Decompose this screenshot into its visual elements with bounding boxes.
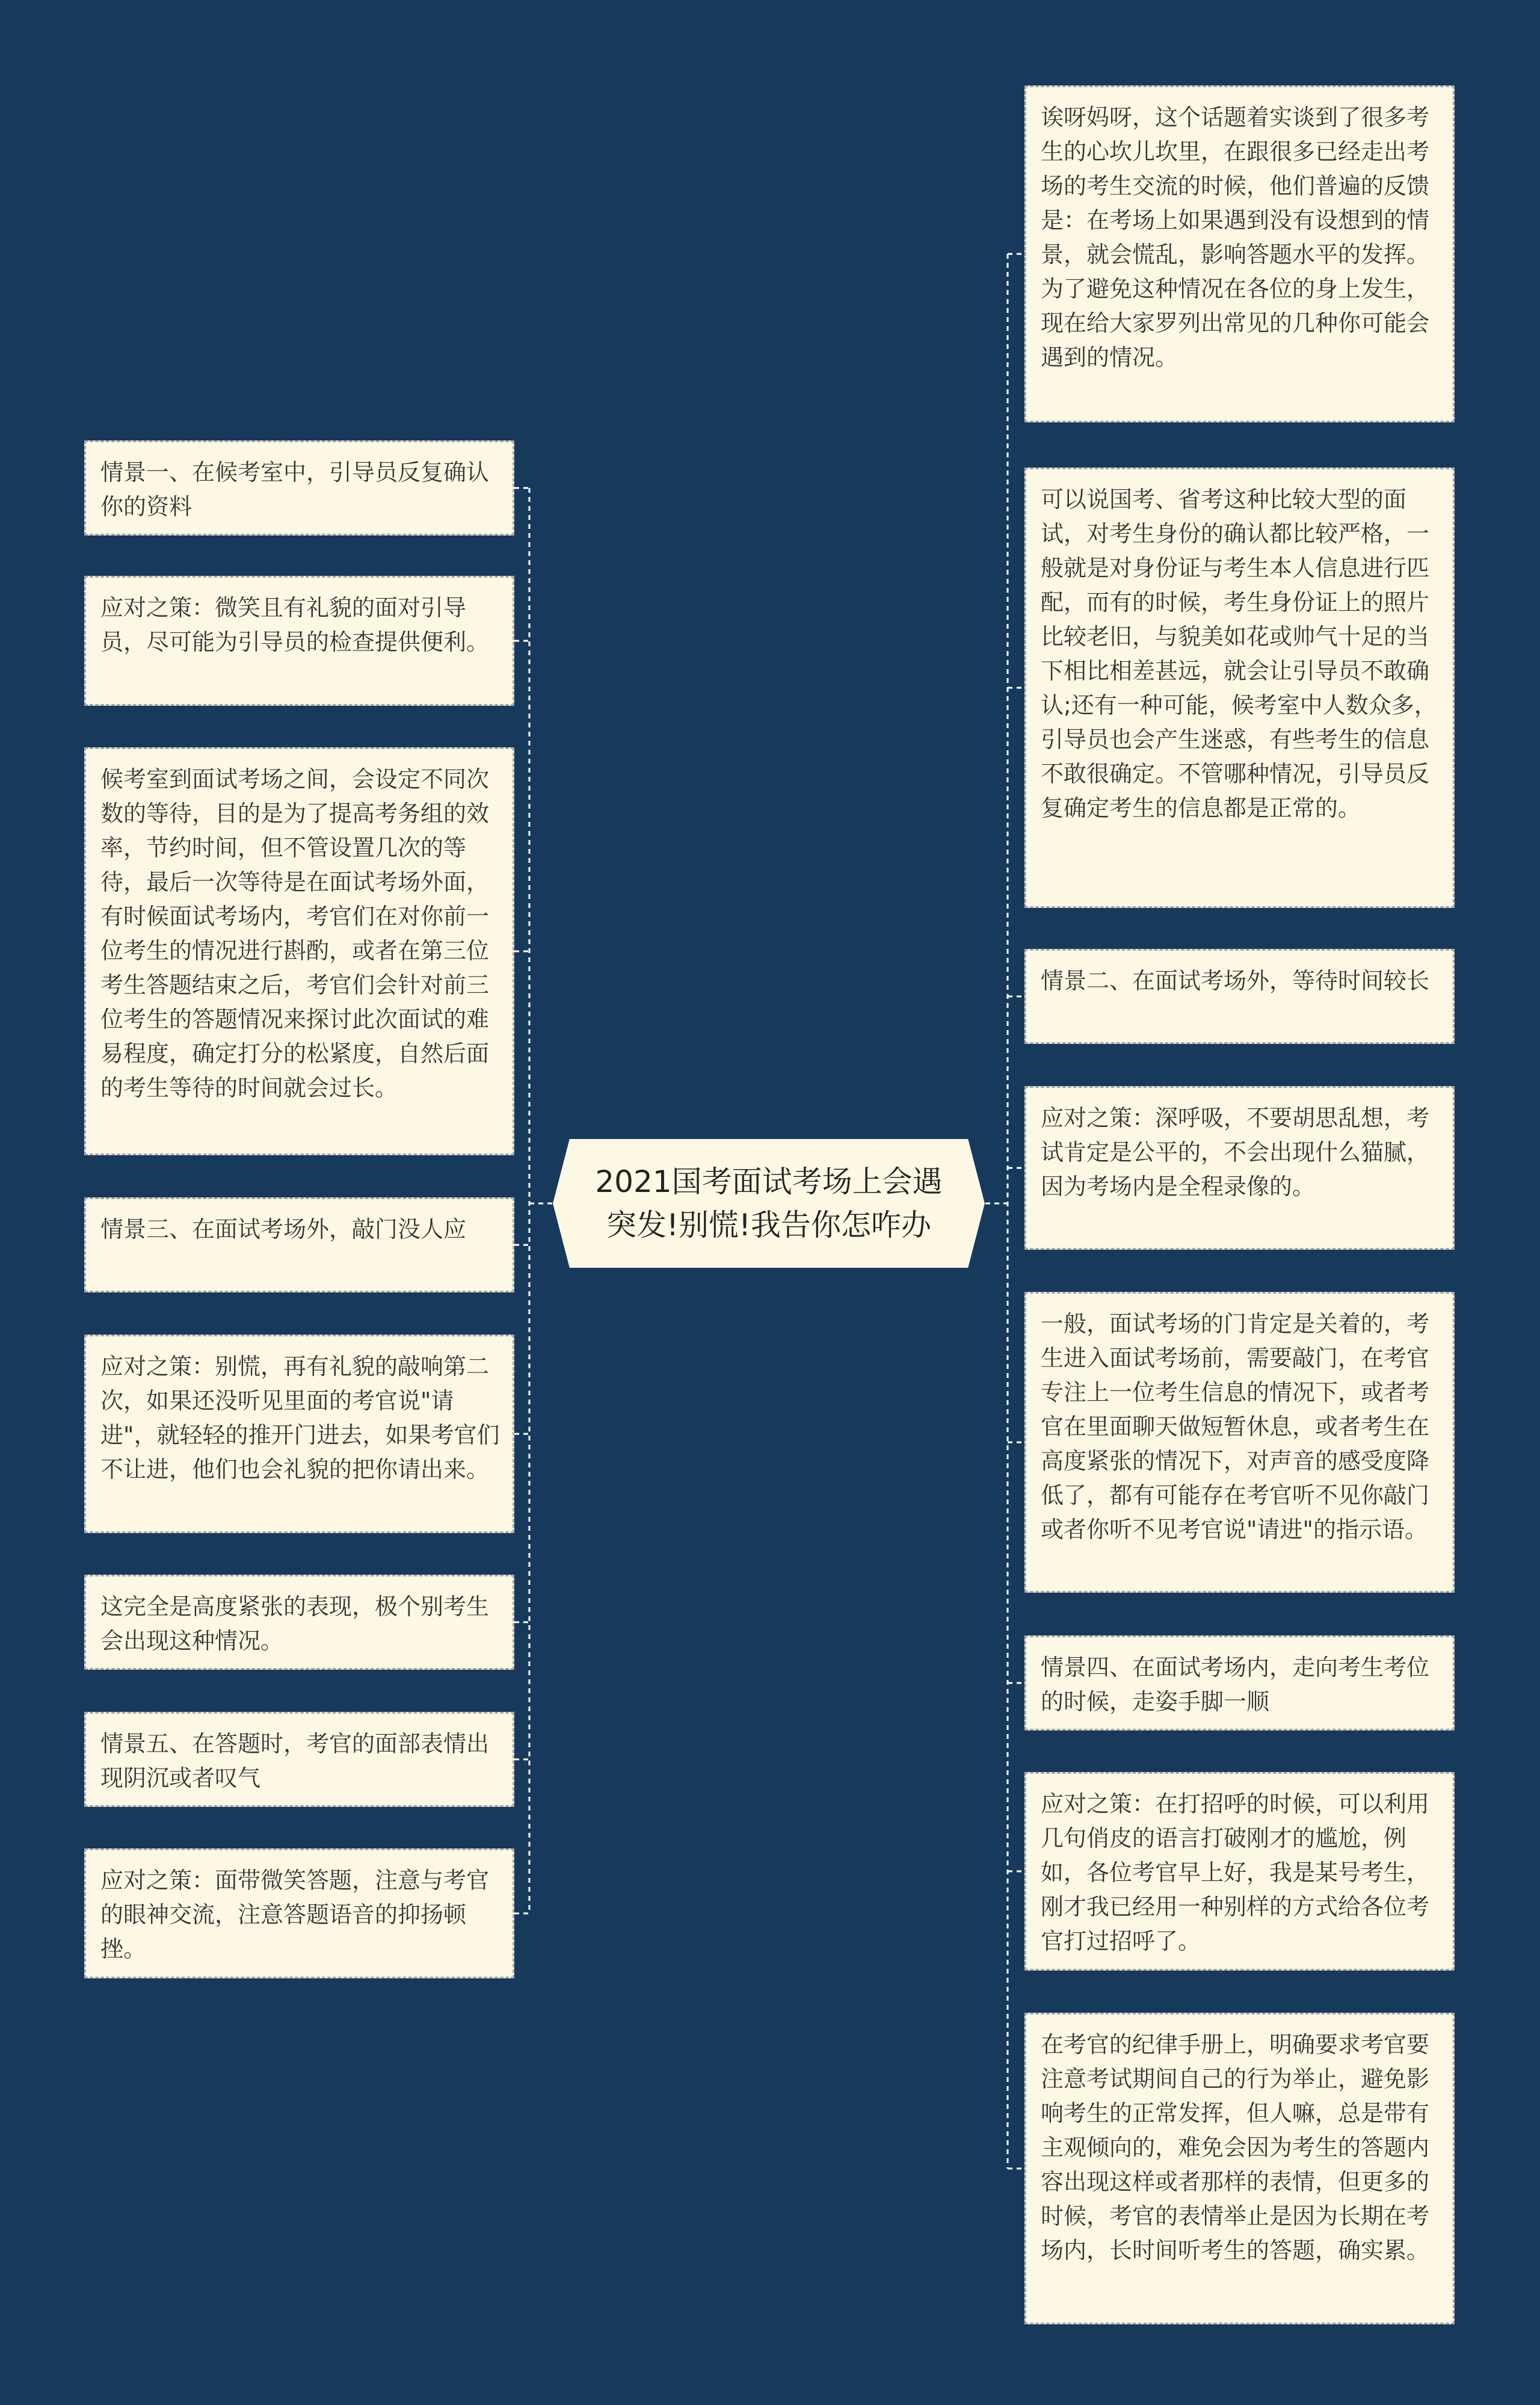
right-node-2[interactable]: 可以说国考、省考这种比较大型的面试，对考生身份的确认都比较严格，一般就是对身份证与考生本人信息进行匹配，而有的时候，考生身份证上的照片比较老旧，与貌美如花或帅气十足的当下相比相差甚远，就会让引导员不敢确认;还有一种可能，候考室中人数众多，引导员也会产生迷惑，有些考生的信息不敢很确定。不管哪种情况，引导员反复确定考生的信息都是正常的。 xyxy=(1024,468,1455,908)
left-node-7[interactable]: 情景五、在答题时，考官的面部表情出现阴沉或者叹气 xyxy=(84,1712,514,1807)
left-node-1[interactable]: 情景一、在候考室中，引导员反复确认你的资料 xyxy=(84,440,514,536)
left-node-3[interactable]: 候考室到面试考场之间，会设定不同次数的等待，目的是为了提高考务组的效率，节约时间，但不管设置几次的等待，最后一次等待是在面试考场外面，有时候面试考场内，考官们在对你前一位考生的情况进行斟酌，或者在第三位考生答题结束之后，考官们会针对前三位考生的答题情况来探讨此次面试的难易程度，确定打分的松紧度，自然后面的考生等待的时间就会过长。 xyxy=(84,747,514,1155)
right-node-7[interactable]: 应对之策：在打招呼的时候，可以利用几句俏皮的语言打破刚才的尴尬，例如，各位考官早上好，我是某号考生，刚才我已经用一种别样的方式给各位考官打过招呼了。 xyxy=(1024,1772,1455,1971)
right-node-5[interactable]: 一般，面试考场的门肯定是关着的，考生进入面试考场前，需要敲门，在考官专注上一位考生信息的情况下，或者考官在里面聊天做短暂休息，或者考生在高度紧张的情况下，对声音的感受度降低了，都有可能存在考官听不见你敲门或者你听不见考官说"请进"的指示语。 xyxy=(1024,1292,1455,1593)
left-node-6[interactable]: 这完全是高度紧张的表现，极个别考生会出现这种情况。 xyxy=(84,1575,514,1670)
right-node-3[interactable]: 情景二、在面试考场外，等待时间较长 xyxy=(1024,949,1455,1044)
left-node-4[interactable]: 情景三、在面试考场外，敲门没人应 xyxy=(84,1197,514,1292)
left-node-5[interactable]: 应对之策：别慌，再有礼貌的敲响第二次，如果还没听见里面的考官说"请进"，就轻轻的推开门进去，如果考官们不让进，他们也会礼貌的把你请出来。 xyxy=(84,1335,514,1533)
right-node-6[interactable]: 情景四、在面试考场内，走向考生考位的时候，走姿手脚一顺 xyxy=(1024,1635,1455,1730)
right-node-4[interactable]: 应对之策：深呼吸，不要胡思乱想，考试肯定是公平的，不会出现什么猫腻，因为考场内是全程录像的。 xyxy=(1024,1086,1455,1250)
left-node-2[interactable]: 应对之策：微笑且有礼貌的面对引导员，尽可能为引导员的检查提供便利。 xyxy=(84,576,514,706)
right-node-8[interactable]: 在考官的纪律手册上，明确要求考官要注意考试期间自己的行为举止，避免影响考生的正常发挥，但人嘛，总是带有主观倾向的，难免会因为考生的答题内容出现这样或者那样的表情，但更多的时候，考官的表情举止是因为长期在考场内，长时间听考生的答题，确实累。 xyxy=(1024,2013,1455,2324)
left-node-8[interactable]: 应对之策：面带微笑答题，注意与考官的眼神交流，注意答题语音的抑扬顿挫。 xyxy=(84,1848,514,1978)
root-topic[interactable] xyxy=(552,1138,985,1268)
root-title: 2021国考面试考场上会遇突发!别慌!我告你怎咋办 xyxy=(595,1164,943,1243)
right-node-1[interactable]: 诶呀妈呀，这个话题着实谈到了很多考生的心坎儿坎里，在跟很多已经走出考场的考生交流的时候，他们普遍的反馈是：在考场上如果遇到没有设想到的情景，就会慌乱，影响答题水平的发挥。为了避免这种情况在各位的身上发生，现在给大家罗列出常见的几种你可能会遇到的情况。 xyxy=(1024,85,1455,422)
